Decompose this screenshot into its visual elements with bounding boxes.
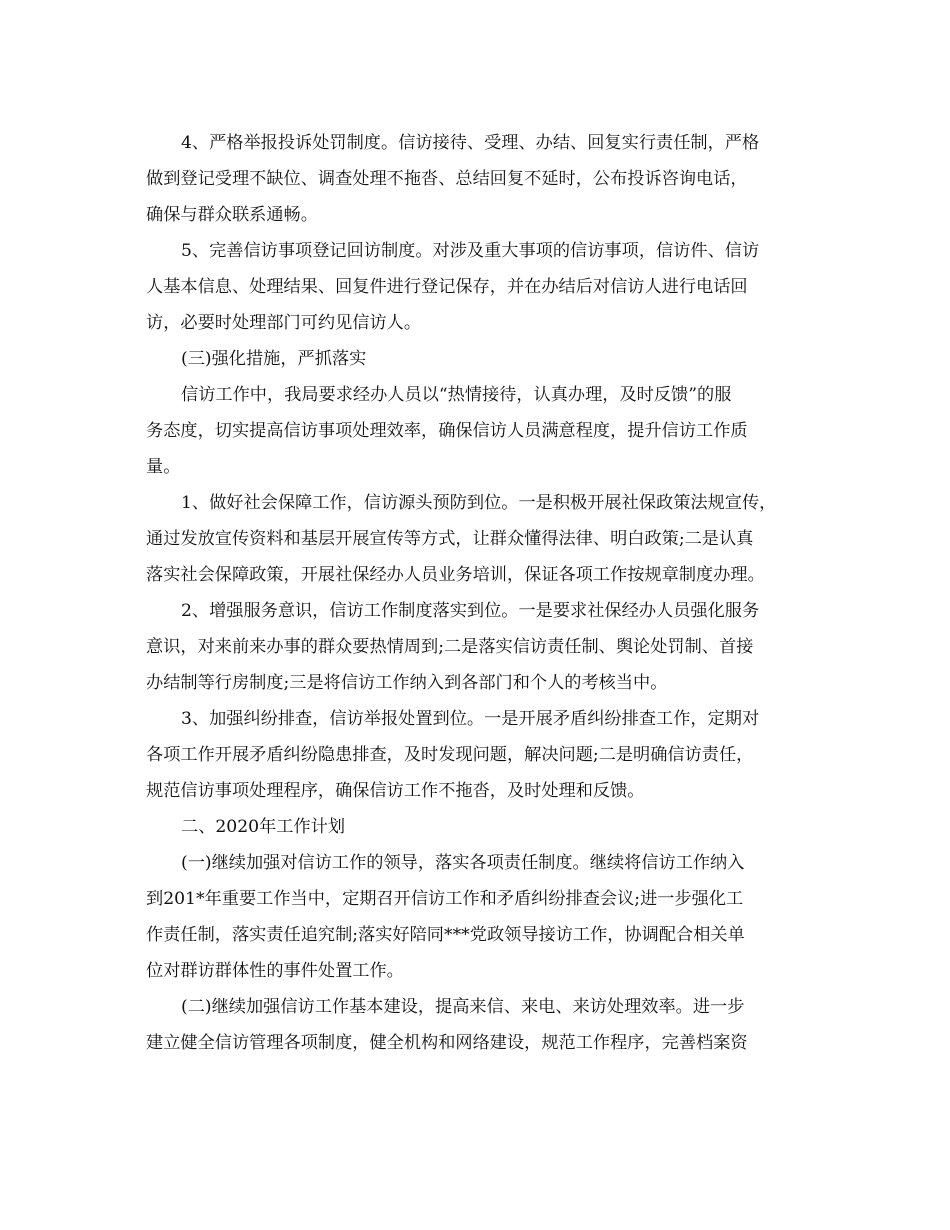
text-line: 规范信访事项处理程序，确保信访工作不拖沓，及时处理和反馈。: [146, 781, 645, 801]
paragraph-plan-2: [146, 989, 816, 1061]
text-line: 确保与群众联系通畅。: [146, 205, 318, 225]
text-line: (二)继续加强信访工作基本建设，提高来信、来电、来访处理效率。进一步: [181, 997, 745, 1017]
text-line: 4、严格举报投诉处罚制度。信访接待、受理、办结、回复实行责任制，严格: [181, 133, 760, 153]
text-line: 访，必要时处理部门可约见信访人。: [146, 313, 422, 333]
section-heading-plan: [146, 809, 816, 845]
text-line: 位对群访群体性的事件处置工作。: [146, 961, 404, 981]
text-line: 做到登记受理不缺位、调查处理不拖沓、总结回复不延时，公布投诉咨询电话，: [146, 169, 748, 189]
text-line: 各项工作开展矛盾纠纷隐患排查，及时发现问题，解决问题;二是明确信访责任，: [146, 745, 754, 765]
text-line: 1、做好社会保障工作，信访源头预防到位。一是积极开展社保政策法规宣传，: [181, 493, 777, 513]
text-line: 量。: [146, 457, 181, 477]
heading-line: 二、2020年工作计划: [181, 817, 346, 837]
text-line: 3、加强纠纷排查，信访举报处置到位。一是开展矛盾纠纷排查工作，定期对: [181, 709, 760, 729]
paragraph-item-4: [146, 125, 816, 233]
text-line: 办结制等行房制度;三是将信访工作纳入到各部门和个人的考核当中。: [146, 673, 668, 693]
paragraph-measure-3: [146, 701, 816, 809]
text-line: 意识，对来前来办事的群众要热情周到;二是落实信访责任制、舆论处罚制、首接: [146, 637, 754, 657]
text-line: 5、完善信访事项登记回访制度。对涉及重大事项的信访事项，信访件、信访: [181, 241, 760, 261]
heading-line: (三)强化措施，严抓落实: [181, 349, 367, 369]
text-line: (一)继续加强对信访工作的领导，落实各项责任制度。继续将信访工作纳入: [181, 853, 745, 873]
text-line: 信访工作中，我局要求经办人员以“热情接待，认真办理，及时反馈”的服: [181, 385, 732, 405]
text-line: 2、增强服务意识，信访工作制度落实到位。一是要求社保经办人员强化服务: [181, 601, 760, 621]
text-line: 务态度，切实提高信访事项处理效率，确保信访人员满意程度，提升信访工作质: [146, 421, 748, 441]
paragraph-measure-2: [146, 593, 816, 701]
paragraph-plan-1: [146, 845, 816, 989]
text-line: 到201*年重要工作当中，定期召开信访工作和矛盾纠纷排查会议;进一步强化工: [146, 889, 744, 909]
text-line: 作责任制，落实责任追究制;落实好陪同***党政领导接访工作，协调配合相关单: [146, 925, 745, 945]
paragraph-item-5: [146, 233, 816, 341]
text-line: 人基本信息、处理结果、回复件进行登记保存，并在办结后对信访人进行电话回: [146, 277, 748, 297]
section-heading-three: [146, 341, 816, 377]
text-line: 建立健全信访管理各项制度，健全机构和网络建设，规范工作程序，完善档案资: [146, 1033, 748, 1053]
paragraph-intro: [146, 377, 816, 485]
text-line: 落实社会保障政策，开展社保经办人员业务培训，保证各项工作按规章制度办理。: [146, 565, 765, 585]
text-line: 通过发放宣传资料和基层开展宣传等方式，让群众懂得法律、明白政策;二是认真: [146, 529, 754, 549]
paragraph-measure-1: [146, 485, 816, 593]
